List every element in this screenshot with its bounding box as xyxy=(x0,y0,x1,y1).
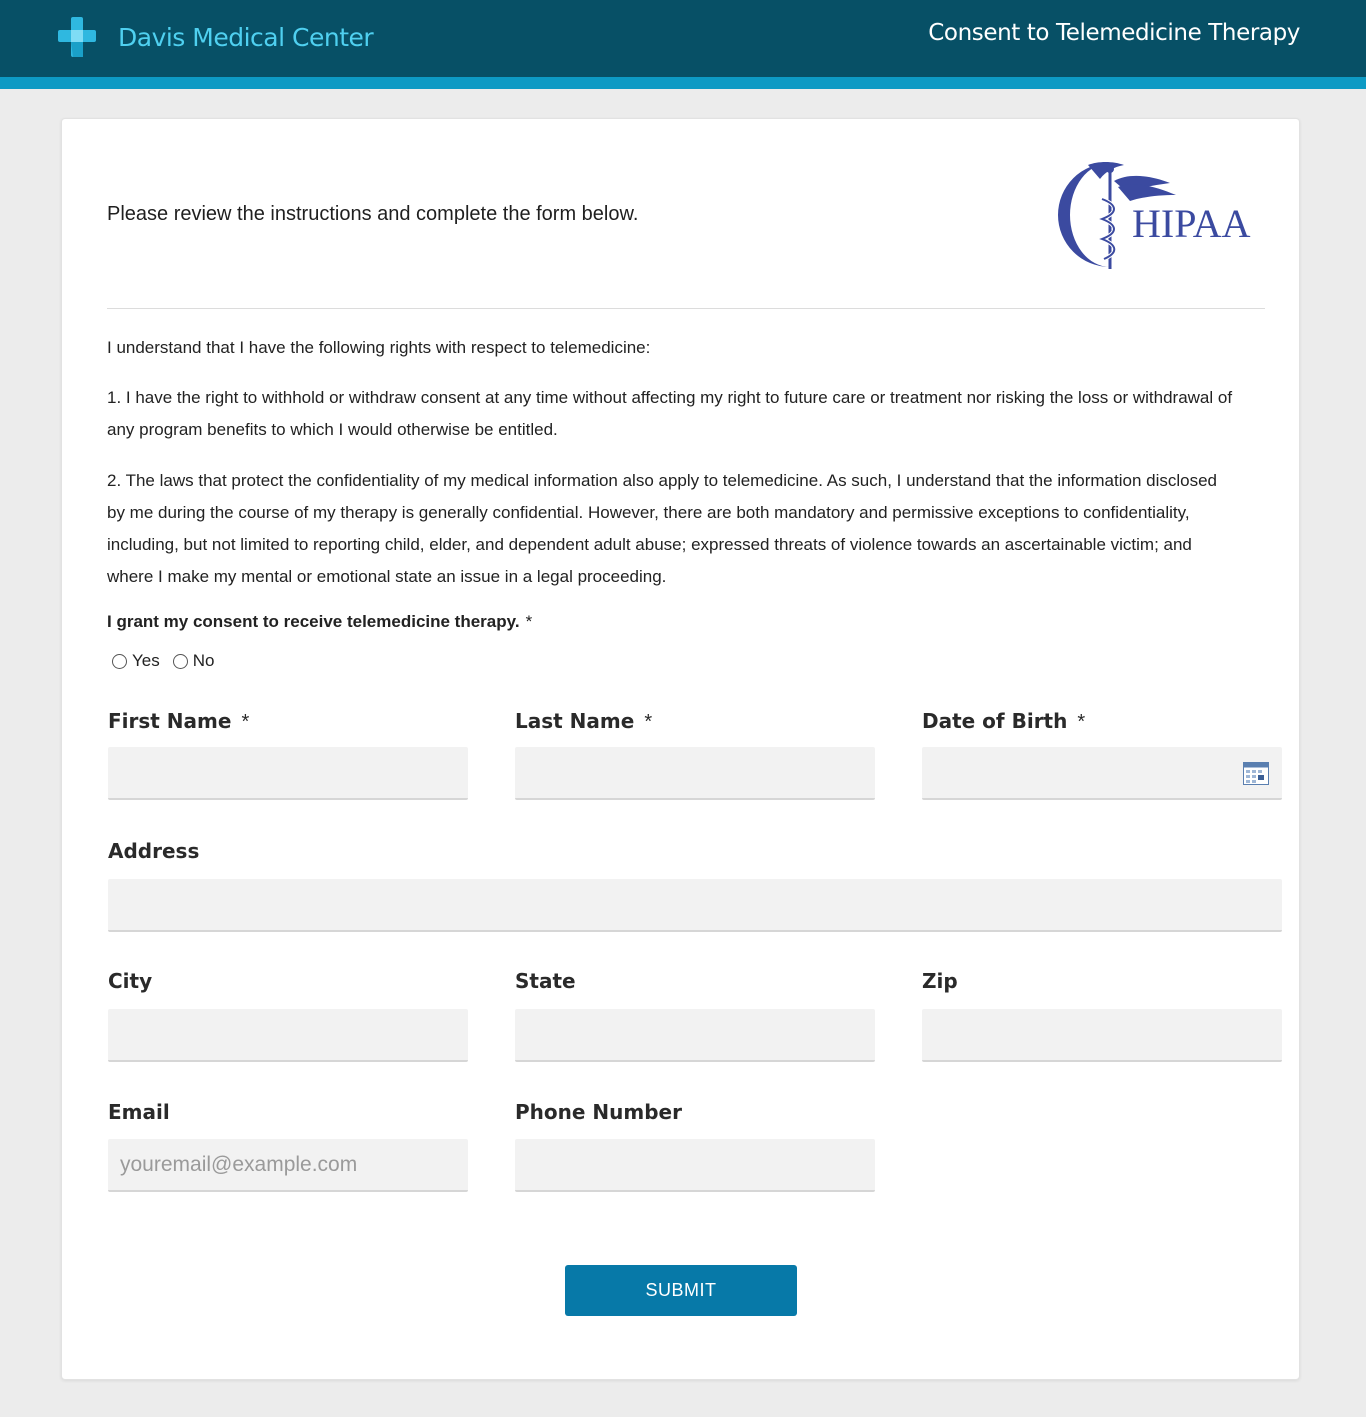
city-input[interactable] xyxy=(108,1009,468,1062)
consent-yes-label[interactable]: Yes xyxy=(132,651,160,670)
hipaa-logo xyxy=(1058,159,1252,273)
page-title: Consent to Telemedicine Therapy xyxy=(928,20,1300,46)
consent-label: I grant my consent to receive telemedicine therapy. xyxy=(107,612,520,631)
required-marker: * xyxy=(1077,711,1086,733)
form-card xyxy=(61,118,1300,1380)
intro-text: Please review the instructions and complete the form below. xyxy=(107,203,639,225)
consent-no-radio[interactable] xyxy=(173,654,188,669)
rights-item-2: 2. The laws that protect the confidentiality of my medical information also apply to telemedicine. As such, I understand that the information disclosed by me during the course of my therapy is generally confidential. However, there are both mandatory and permissive exceptions to confidentiality, including, but not limited to reporting child, elder, and dependent adult abuse; expressed threats of violence towards an ascertainable victim; and where I make my mental or emotional state an issue in a legal proceeding. xyxy=(107,471,1218,586)
email-placeholder: youremail@example.com xyxy=(120,1153,358,1176)
first-name-label-text: First Name xyxy=(108,709,232,733)
city-label: City xyxy=(108,969,153,993)
first-name-label xyxy=(108,709,249,734)
consent-question xyxy=(107,612,532,632)
last-name-label-text: Last Name xyxy=(515,709,635,733)
divider xyxy=(107,308,1265,309)
header-stripe xyxy=(0,77,1366,89)
submit-button[interactable]: SUBMIT xyxy=(565,1265,797,1316)
email-input[interactable] xyxy=(108,1139,468,1192)
brand-name: Davis Medical Center xyxy=(118,22,374,52)
rights-item-1: 1. I have the right to withhold or withdraw consent at any time without affecting my right to future care or treatment nor risking the loss or withdrawal of any program benefits to which I would otherwise be entitled. xyxy=(107,388,1233,439)
address-input[interactable] xyxy=(108,879,1282,932)
calendar-icon[interactable] xyxy=(1243,762,1269,785)
zip-input[interactable] xyxy=(922,1009,1282,1062)
consent-no-label[interactable]: No xyxy=(192,651,215,670)
phone-label: Phone Number xyxy=(515,1100,682,1124)
required-marker: * xyxy=(644,711,653,733)
header-bar xyxy=(0,0,1366,77)
last-name-input[interactable] xyxy=(515,747,875,800)
address-label: Address xyxy=(108,839,200,863)
dob-input[interactable] xyxy=(922,747,1282,800)
state-label: State xyxy=(515,969,576,993)
first-name-input[interactable] xyxy=(108,747,468,800)
phone-input[interactable] xyxy=(515,1139,875,1192)
dob-label-text: Date of Birth xyxy=(922,709,1068,733)
required-marker: * xyxy=(241,711,250,733)
brand[interactable] xyxy=(58,17,373,57)
zip-label: Zip xyxy=(922,969,958,993)
svg-text:HIPAA: HIPAA xyxy=(1132,201,1251,246)
consent-radio-group xyxy=(112,651,227,671)
email-label: Email xyxy=(108,1100,170,1124)
dob-label xyxy=(922,709,1085,734)
consent-yes-radio[interactable] xyxy=(112,654,127,669)
required-marker: * xyxy=(525,612,533,631)
last-name-label xyxy=(515,709,652,734)
rights-heading: I understand that I have the following rights with respect to telemedicine: xyxy=(107,338,651,357)
medical-cross-icon xyxy=(58,17,96,57)
state-input[interactable] xyxy=(515,1009,875,1062)
